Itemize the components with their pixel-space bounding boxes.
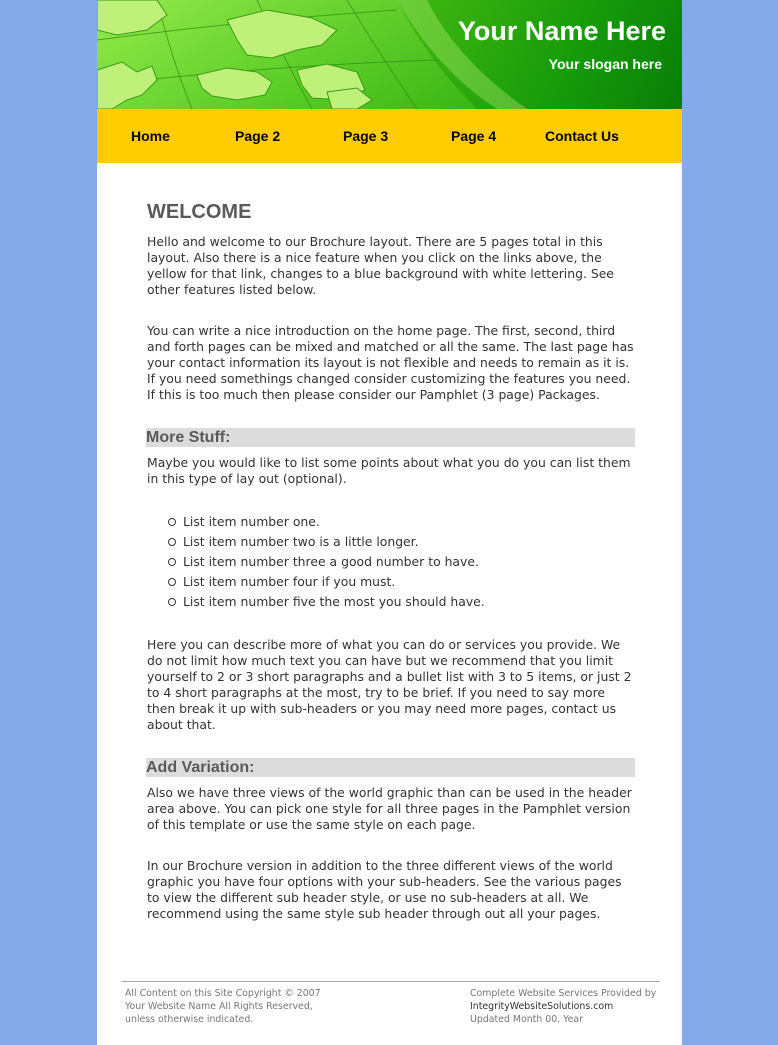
section-1-more-paragraph: Here you can describe more of what you can do or services you provide. We do not limit how much text you can have but we recommend that you limit yourself to 2 or 3 short paragraphs and a bullet list with 3 to 5 items, or just 2 to 4 short paragraphs at the most, try to be brief. If you need to say more then break it up with sub-headers or you may need more pages, contact us about that. [147,637,632,732]
page-container [97,0,682,1045]
nav-item-page-4[interactable]: Page 4 [451,128,497,144]
main-content [147,200,635,947]
list-item: List item number four if you must. [183,572,635,592]
nav-item-contact-us[interactable]: Contact Us [545,128,619,144]
page-title: WELCOME [147,201,252,223]
site-title: Your Name Here [457,16,666,46]
section-2-paragraph-1: Also we have three views of the world graphic than can be used in the header area above. You can pick one style for all three pages in the Pamphlet version of this template or use the same style on each page. [147,785,632,832]
intro-paragraph-2: You can write a nice introduction on the home page. The first, second, third and forth pages can be mixed and matched or all the same. The last page has your contact information its layout is not flexible and needs to remain as it is. If you need somethings changed consider customizing the features you need. If this is too much then please consider our Pamphlet (3 page) Packages. [147,323,634,402]
circle-bullet-icon [168,538,176,546]
footer [122,981,660,1025]
circle-bullet-icon [168,518,176,526]
footer-credit-link[interactable]: IntegrityWebsiteSolutions.com [470,1001,614,1012]
nav-item-page-2[interactable]: Page 2 [235,128,281,144]
nav-item-page-3[interactable]: Page 3 [343,128,389,144]
list-item: List item number five the most you should have. [183,592,635,612]
nav-item-home[interactable]: Home [131,128,170,144]
list-item: List item number two is a little longer. [183,532,635,552]
main-nav [97,109,682,163]
footer-credits: Complete Website Services Provided by IntegrityWebsiteSolutions.com Updated Month 00, Year [470,988,657,1025]
circle-bullet-icon [168,578,176,586]
bullet-list [147,512,635,612]
circle-bullet-icon [168,598,176,606]
site-slogan: Your slogan here [548,56,662,72]
subheader-add-variation: Add Variation: [146,758,635,777]
intro-paragraph-1: Hello and welcome to our Brochure layout. There are 5 pages total in this layout. Also there is a nice feature when you click on the links above, the yellow for that link, changes to a blue background with white lettering. See other features listed below. [147,234,614,297]
circle-bullet-icon [168,558,176,566]
footer-copyright: All Content on this Site Copyright © 2007 Your Website Name All Rights Reserved, unless otherwise indicated. [125,988,321,1025]
header-banner [97,0,682,109]
list-item: List item number three a good number to have. [183,552,635,572]
section-1-paragraph: Maybe you would like to list some points about what you do you can list them in this type of lay out (optional). [147,455,631,486]
list-item: List item number one. [183,512,635,532]
section-2-paragraph-2: In our Brochure version in addition to the three different views of the world graphic you have four options with your sub-headers. See the various pages to view the different sub header style, or use no sub-headers at all. We recommend using the same style sub header through out all your pages. [147,858,622,921]
subheader-more-stuff: More Stuff: [146,428,635,447]
